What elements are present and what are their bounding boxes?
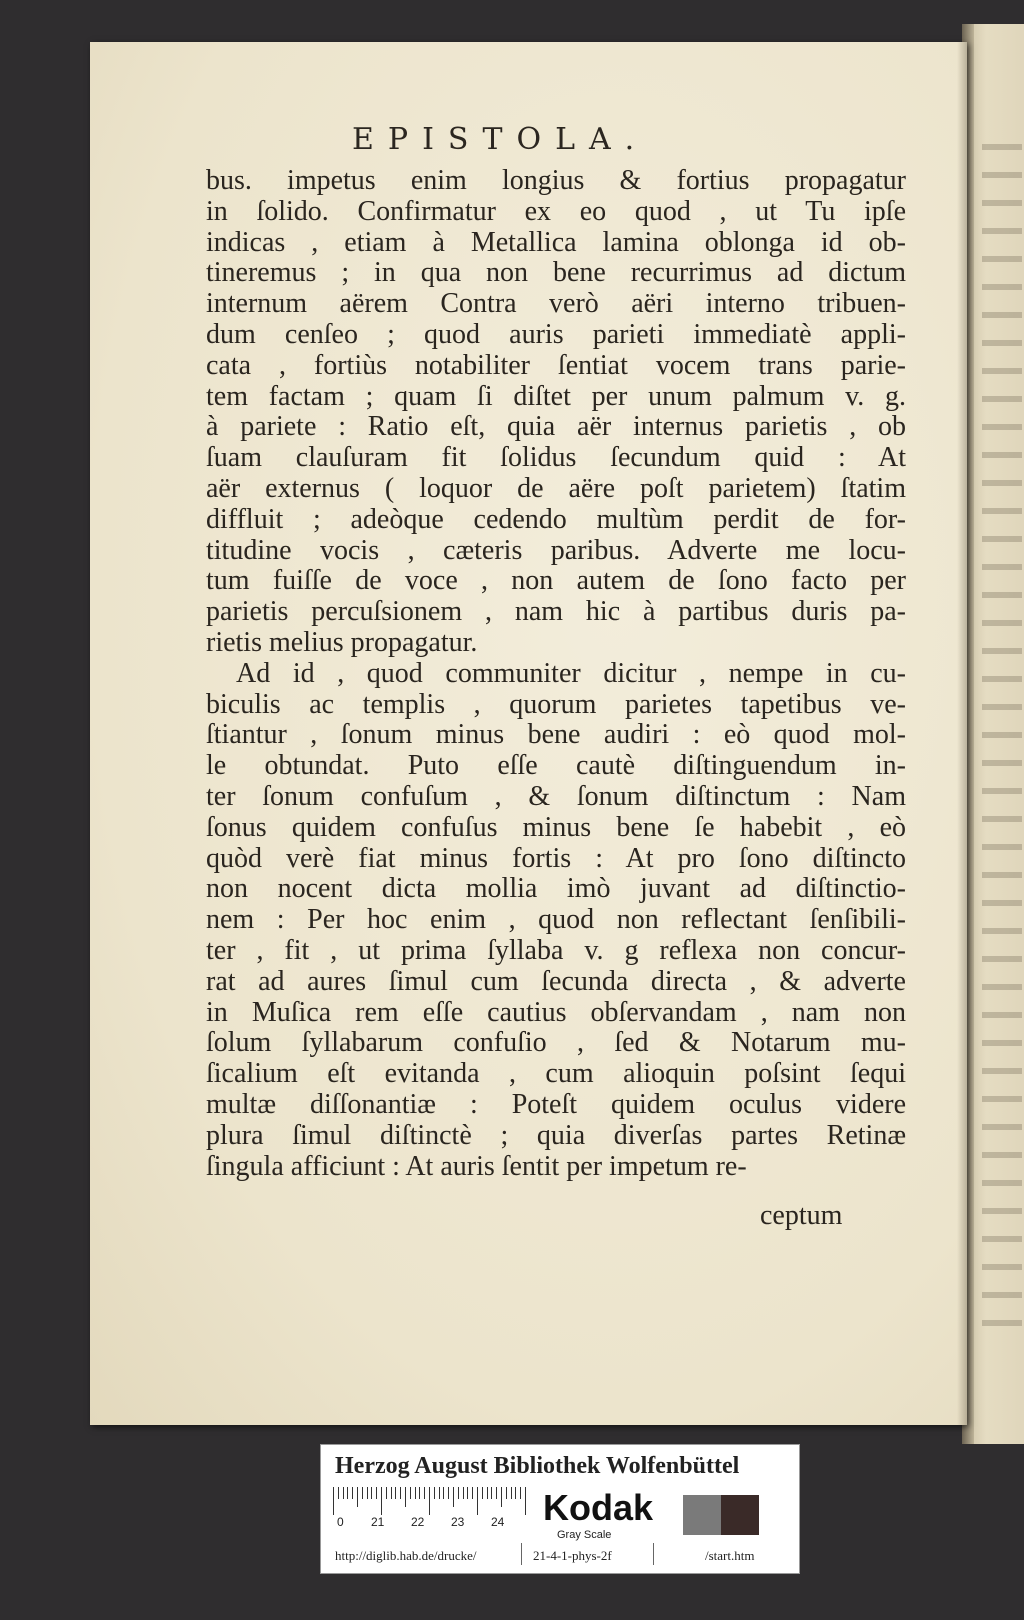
text-line: ſolum ſyllabarum confuſio , ſed & Notarum mu- <box>206 1027 906 1059</box>
ruler-tick <box>458 1487 459 1499</box>
ruler-number: 24 <box>491 1515 505 1529</box>
ruler-tick <box>434 1487 435 1499</box>
ruler-tick <box>501 1487 502 1507</box>
url-id: 21-4-1-phys-2f <box>533 1548 612 1563</box>
text-line: parietis percuſsionem , nam hic à partibus duris pa- <box>206 596 906 628</box>
ruler-tick <box>496 1487 497 1499</box>
text-line: biculis ac templis , quorum parietes tapetibus ve- <box>206 688 906 720</box>
ruler-tick <box>429 1487 430 1515</box>
ruler-tick <box>443 1487 444 1499</box>
text-line: ter , fit , ut prima ſyllaba v. g reflexa non concur- <box>206 934 906 966</box>
ruler-tick <box>415 1487 416 1499</box>
ruler-tick <box>439 1487 440 1499</box>
ruler-tick <box>520 1487 521 1499</box>
library-name: Herzog August Bibliothek Wolfenbüttel <box>335 1453 740 1479</box>
ruler-tick <box>453 1487 454 1507</box>
ruler-tick <box>333 1487 334 1515</box>
ruler-tick <box>371 1487 372 1499</box>
ruler-numbers <box>333 1515 533 1531</box>
text-line: plura ſimul diſtinctè ; quia diverſas partes Retinæ <box>206 1119 906 1151</box>
page-header: EPISTOLA. <box>352 122 649 157</box>
ruler-tick <box>515 1487 516 1499</box>
ruler-tick <box>352 1487 353 1499</box>
url-suffix: /start.htm <box>705 1548 755 1563</box>
ruler-tick <box>467 1487 468 1499</box>
text-line: tineremus ; in qua non bene recurrimus ad dictum <box>206 257 906 289</box>
facing-page-edge <box>962 24 1024 1444</box>
ruler-tick <box>405 1487 406 1507</box>
label-divider <box>521 1543 522 1565</box>
text-line: ſingula afficiunt : At auris ſentit per impetum re- <box>206 1150 747 1182</box>
ruler-tick <box>338 1487 339 1499</box>
ruler-tick <box>347 1487 348 1499</box>
gray-swatch-dark <box>721 1495 759 1535</box>
ruler-tick <box>448 1487 449 1499</box>
ruler-tick <box>367 1487 368 1499</box>
text-line: le obtundat. Puto eſſe cautè diſtinguendum in- <box>206 750 906 782</box>
ruler-tick <box>511 1487 512 1499</box>
text-line: cata , fortiùs notabiliter ſentiat vocem trans parie- <box>206 349 906 381</box>
ruler-tick <box>491 1487 492 1499</box>
ruler-number: 21 <box>371 1515 385 1529</box>
text-line: aër externus ( loquor de aëre poſt parietem) ſtatim <box>206 472 906 504</box>
ruler-number: 22 <box>411 1515 425 1529</box>
ruler-tick <box>410 1487 411 1499</box>
text-line: multæ diſſonantiæ : Poteſt quidem oculus videre <box>206 1088 906 1120</box>
text-line: in ſolido. Confirmatur ex eo quod , ut Tu ipſe <box>206 195 906 227</box>
text-line: Ad id , quod communiter dicitur , nempe in cu- <box>236 657 906 689</box>
text-line: ſuam clauſuram fit ſolidus ſecundum quid : At <box>206 442 906 474</box>
text-line: rietis melius propagatur. <box>206 626 478 658</box>
text-line: indicas , etiam à Metallica lamina oblonga id ob- <box>206 226 906 258</box>
text-line: nem : Per hoc enim , quod non reflectant ſenſibili- <box>206 904 906 936</box>
text-line: in Muſica rem eſſe cautius obſervandam , nam non <box>206 996 906 1028</box>
page-edge-shadow <box>957 42 967 1425</box>
text-line: titudine vocis , cæteris paribus. Adverte me locu- <box>206 534 906 566</box>
text-line: tem factam ; quam ſi diſtet per unum palmum v. g. <box>206 380 906 412</box>
ruler-tick <box>477 1487 478 1515</box>
gray-scale-caption: Gray Scale <box>557 1529 612 1541</box>
ruler-tick <box>381 1487 382 1515</box>
text-line: ter ſonum confuſum , & ſonum diſtinctum : Nam <box>206 780 906 812</box>
kodak-logo: Kodak <box>543 1487 654 1528</box>
text-line: dum cenſeo ; quod auris parieti immediatè appli- <box>206 318 906 350</box>
ruler-tick <box>386 1487 387 1499</box>
ruler-tick <box>419 1487 420 1499</box>
ruler-tick <box>506 1487 507 1499</box>
catchword: ceptum <box>760 1200 843 1231</box>
ruler-tick <box>362 1487 363 1499</box>
ruler-tick <box>391 1487 392 1499</box>
text-line: ſicalium eſt evitanda , cum alioquin poſsint ſequi <box>206 1058 906 1090</box>
facing-page-text-bleed <box>982 144 1022 1344</box>
label-divider <box>653 1543 654 1565</box>
ruler-tick <box>487 1487 488 1499</box>
text-line: tum fuiſſe de voce , non autem de ſono facto per <box>206 565 906 597</box>
text-line: ſtiantur , ſonum minus bene audiri : eò quod mol- <box>206 719 906 751</box>
ruler-tick <box>400 1487 401 1499</box>
text-line: quòd verè fiat minus fortis : At pro ſono diſtincto <box>206 842 906 874</box>
text-line: rat ad aures ſimul cum ſecunda directa , & adverte <box>206 965 906 997</box>
text-line: ſonus quidem confuſus minus bene ſe habebit , eò <box>206 811 906 843</box>
ruler-tick <box>376 1487 377 1499</box>
ruler-number: 0 <box>337 1515 344 1529</box>
ruler-tick <box>482 1487 483 1499</box>
ruler-tick <box>424 1487 425 1499</box>
ruler-tick <box>463 1487 464 1499</box>
archive-label <box>320 1444 800 1574</box>
text-line: diffluit ; adeòque cedendo multùm perdit de for- <box>206 503 906 535</box>
ruler-tick <box>472 1487 473 1499</box>
text-line: internum aërem Contra verò aëri interno tribuen- <box>206 288 906 320</box>
ruler-tick <box>357 1487 358 1507</box>
ruler-tick <box>343 1487 344 1499</box>
body-text <box>206 166 906 1182</box>
gray-swatch-mid <box>683 1495 721 1535</box>
ruler-number: 23 <box>451 1515 465 1529</box>
scale-ruler <box>333 1487 533 1517</box>
url-base: http://diglib.hab.de/drucke/ <box>335 1548 477 1563</box>
text-line: à pariete : Ratio eſt, quia aër internus parietis , ob <box>206 411 906 443</box>
text-line: bus. impetus enim longius & fortius propagatur <box>206 165 906 196</box>
text-line: non nocent dicta mollia imò juvant ad diſtinctio- <box>206 873 906 905</box>
ruler-tick <box>525 1487 526 1515</box>
ruler-tick <box>395 1487 396 1499</box>
